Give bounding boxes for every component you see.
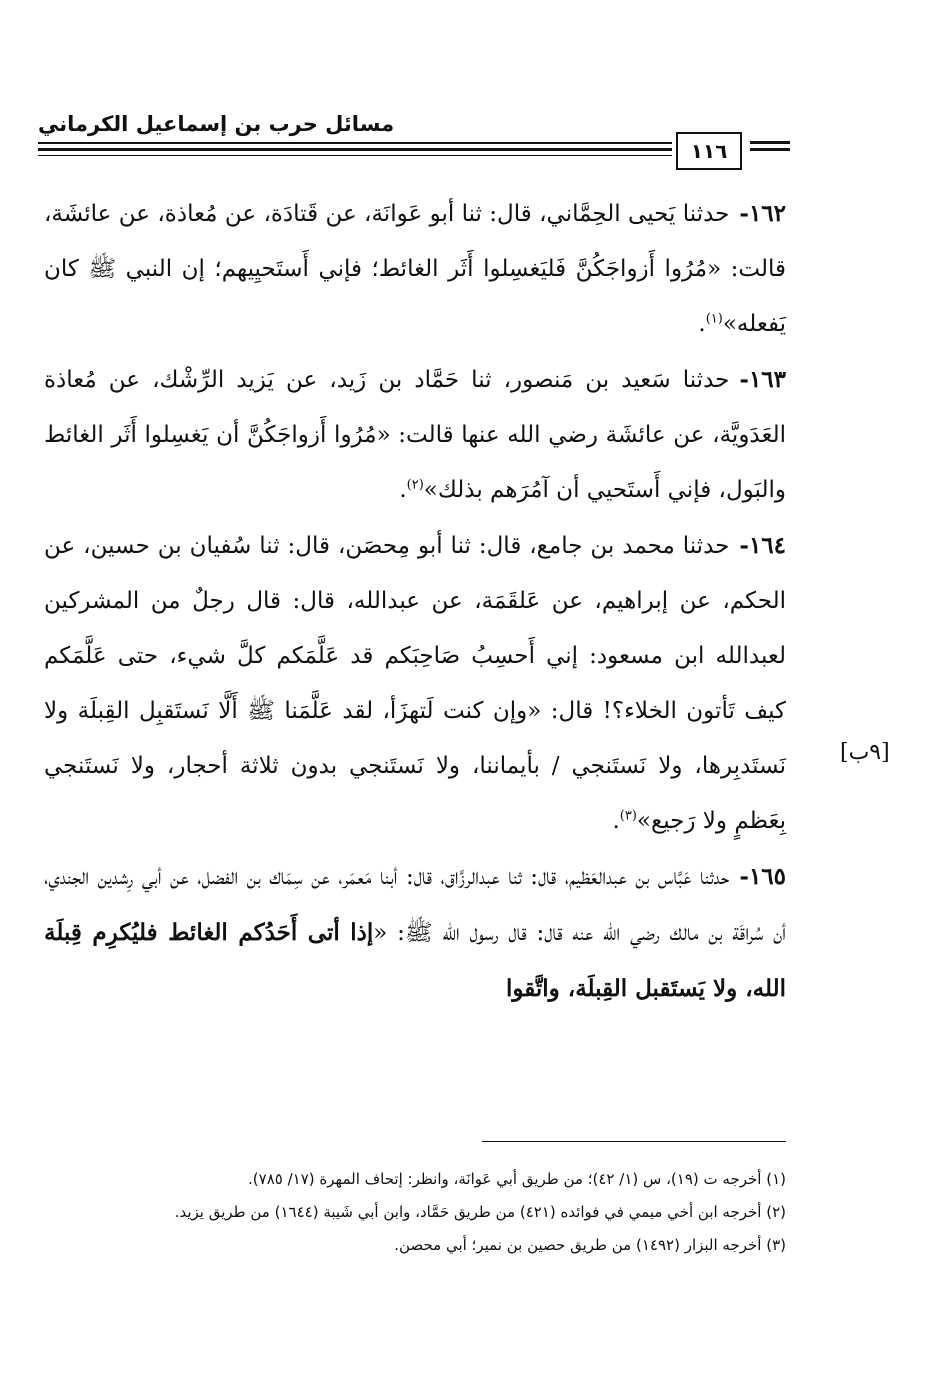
footnote-2: (٢) أخرجه ابن أخي ميمي في فوائده (٤٢١) من طريق حَمَّاد، وابن أبي شَيبة (١٦٤٤) من طريق يزيد.: [174, 1203, 786, 1221]
hadith-number: ١٦٤-: [739, 532, 786, 559]
page-number: ١١٦: [676, 132, 742, 170]
header-rule: [38, 155, 672, 156]
footnote-3: (٣) أخرجه البزار (١٤٩٢) من طريق حصين بن نمير؛ أبي محصن.: [394, 1236, 786, 1254]
margin-folio-note: [٩ب]: [840, 740, 890, 765]
paragraph-165: [44, 849, 786, 1017]
paragraph-text: حدثنا سَعيد بن مَنصور، ثنا حَمَّاد بن زَيد، عن يَزيد الرِّشْك، عن مُعاذة العَدَويَّة، عن عائشَة رضي الله عنها قالت: «مُرُوا أَزواجَكُنَّ أن يَغسِلوا أَثَر الغائط والبَول، فإني أَستَحيي أن آمُرَهم بذلك»: [44, 367, 786, 503]
paragraph-end: .: [612, 808, 620, 834]
footnote-1: (١) أخرجه ت (١٩)، س (١/ ٤٢)؛ من طريق أبي عَوانَة، وانظر: إتحاف المهرة (١٧/ ٧٨٥).: [248, 1170, 786, 1188]
hadith-number: ١٦٢-: [739, 200, 786, 227]
paragraph-text: حدثنا عَبَّاس بن عبدالعَظيم، قال: ثنا عبدالرزَّاق، قال: أبنا مَعمَر، عن سِمَاك بن الفضل، عن أبي رِشدين الجندي، أن سُراقَة بن مالك رضي الله عنه قال: قال رسول الله ﷺ: «: [44, 864, 786, 946]
paragraph-164: [44, 518, 786, 849]
footnote-separator: [482, 1141, 786, 1142]
main-text: [44, 186, 786, 1017]
paragraph-text: حدثنا يَحيى الحِمَّاني، قال: ثنا أبو عَوانَة، عن قَتادَة، عن مُعاذة، عن عائشَة، قالت: «مُرُوا أَزواجَكُنَّ فَليَغسِلوا أَثَر الغائط؛ فإني أَستَحيِيهم؛ إن النبي ﷺ كان يَفعله»: [44, 201, 786, 337]
header-rule: [38, 148, 672, 151]
header-rule: [750, 141, 790, 144]
paragraph-end: .: [698, 311, 706, 337]
footnotes: [44, 1163, 786, 1262]
running-title: مسائل حرب بن إسماعيل الكرماني: [38, 112, 395, 136]
footnote-ref[interactable]: (١): [705, 311, 723, 327]
paragraph-163: [44, 352, 786, 518]
footnote-ref[interactable]: (٣): [619, 808, 637, 824]
hadith-bold-text: إذا أتى أَحَدُكم الغائط فليُكرِم قِبلَة الله، ولا يَستَقبل القِبلَة، واتَّقوا: [44, 919, 786, 1002]
header-rule: [750, 148, 790, 151]
page-header: [38, 112, 790, 172]
paragraph-162: [44, 186, 786, 352]
paragraph-end: .: [399, 477, 407, 503]
footnote-ref[interactable]: (٢): [406, 477, 424, 493]
hadith-number: ١٦٣-: [739, 366, 786, 393]
header-rule: [38, 142, 672, 144]
paragraph-text: حدثنا محمد بن جامع، قال: ثنا أبو مِحصَن، قال: ثنا سُفيان بن حسين، عن الحكم، عن إبراهيم، عن عَلقَمَة، عن عبدالله، قال: قال رجلٌ من المشركين لعبدالله ابن مسعود: إني أَحسِبُ صَاحِبَكم قد عَلَّمَكم كلَّ شيء، حتى عَلَّمَكم كيف تَأتون الخلاء؟! قال: «وإن كنت لَتهزَأ، لقد عَلَّمَنا ﷺ أَلَّا نَستَقبِل القِبلَة ولا نَستَدبِرها، ولا نَستَنجي / بأيماننا، ولا نَستَنجي بدون ثلاثة أحجار، ولا نَستَنجي بِعَظمٍ ولا رَجيع»: [44, 533, 786, 834]
hadith-number: ١٦٥-: [739, 863, 786, 890]
